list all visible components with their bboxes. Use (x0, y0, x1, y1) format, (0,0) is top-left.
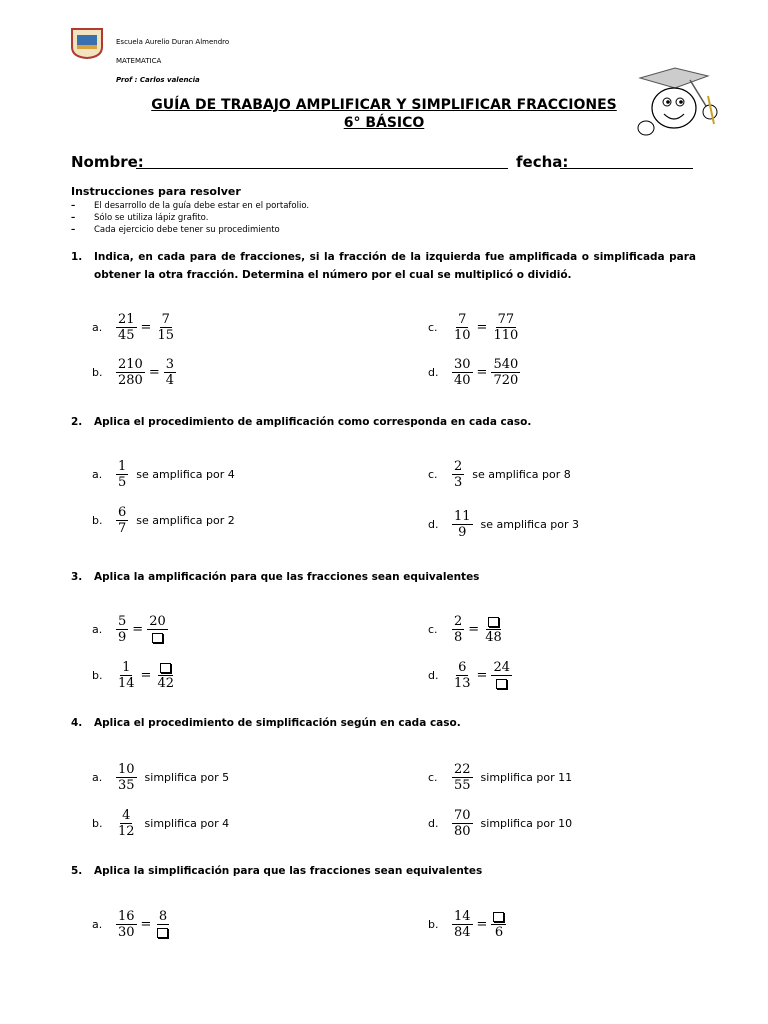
teacher: Prof : Carlos valencia (116, 76, 200, 84)
q4-item-a: a. $\frac{10}{35}$ simplifica por 5 (92, 762, 230, 793)
school-name: Escuela Aurelio Duran Almendro (116, 38, 230, 46)
q3-item-b: b. $\frac{1}{14}$ = 42 (92, 660, 174, 691)
q5-item-b: b. $\frac{14}{84}$ = 6 (428, 909, 508, 940)
date-field[interactable] (560, 168, 693, 169)
instructions-heading: Instrucciones para resolver (71, 185, 241, 198)
q2-item-a: a. $\frac{1}{5}$ se amplifica por 4 (92, 459, 235, 490)
name-field[interactable] (136, 168, 508, 169)
date-label: fecha: (516, 153, 569, 171)
instruction-item: – El desarrollo de la guía debe estar en el portafolio. (71, 201, 310, 211)
question-number: 3. (71, 571, 83, 583)
page-title: GUÍA DE TRABAJO AMPLIFICAR Y SIMPLIFICAR FRACCIONES (151, 97, 617, 113)
q1-item-a: a. $\frac{21}{45}$ = $\frac{7}{15}$ (92, 312, 174, 343)
q3-item-d: d. $\frac{6}{13}$ = 24 (428, 660, 510, 691)
q4-item-b: b. $\frac{4}{12}$ simplifica por 4 (92, 808, 230, 839)
question-text: Indica, en cada para de fracciones, si la fracción de la izquierda fue amplificada o simplificada para obtener la otra fracción. Determina el número por el cual se multiplicó o dividió. (94, 251, 696, 281)
answer-box[interactable] (488, 617, 499, 627)
question-text: Aplica la amplificación para que las fracciones sean equivalentes (94, 571, 480, 583)
subject: MATEMATICA (116, 57, 162, 65)
question-text: Aplica la simplificación para que las fracciones sean equivalentes (94, 865, 483, 877)
answer-box[interactable] (157, 928, 168, 938)
instruction-item: – Sólo se utiliza lápiz grafito. (71, 213, 209, 223)
answer-box[interactable] (493, 912, 504, 922)
question-number: 4. (71, 717, 83, 729)
q1-item-c: c. $\frac{7}{10}$ = $\frac{77}{110}$ (428, 312, 519, 343)
name-label: Nombre: (71, 153, 144, 171)
q1-item-b: b. $\frac{210}{280}$ = $\frac{3}{4}$ (92, 357, 175, 388)
answer-box[interactable] (152, 633, 163, 643)
answer-box[interactable] (496, 679, 507, 689)
q3-item-a: a. $\frac{5}{9}$ = 20 (92, 614, 166, 645)
q4-item-c: c. $\frac{22}{55}$ simplifica por 11 (428, 762, 573, 793)
question-number: 5. (71, 865, 83, 877)
question-text: Aplica el procedimiento de simplificación según en cada caso. (94, 717, 461, 729)
school-logo (70, 27, 104, 59)
q4-item-d: d. $\frac{70}{80}$ simplifica por 10 (428, 808, 573, 839)
instruction-item: – Cada ejercicio debe tener su procedimiento (71, 225, 280, 235)
answer-box[interactable] (160, 663, 171, 673)
q3-item-c: c. $\frac{2}{8}$ = 48 (428, 614, 502, 645)
page-subtitle: 6° BÁSICO (343, 115, 425, 131)
q2-item-b: b. $\frac{6}{7}$ se amplifica por 2 (92, 505, 235, 536)
question-number: 1. (71, 251, 83, 263)
q2-item-d: d. $\frac{11}{9}$ se amplifica por 3 (428, 509, 580, 540)
question-number: 2. (71, 416, 83, 428)
question-text: Aplica el procedimiento de amplificación como corresponda en cada caso. (94, 416, 532, 428)
q2-item-c: c. $\frac{2}{3}$ se amplifica por 8 (428, 459, 571, 490)
graduate-mascot-icon (630, 66, 720, 146)
q1-item-d: d. $\frac{30}{40}$ = $\frac{540}{720}$ (428, 357, 519, 388)
q5-item-a: a. $\frac{16}{30}$ = 8 (92, 909, 168, 940)
